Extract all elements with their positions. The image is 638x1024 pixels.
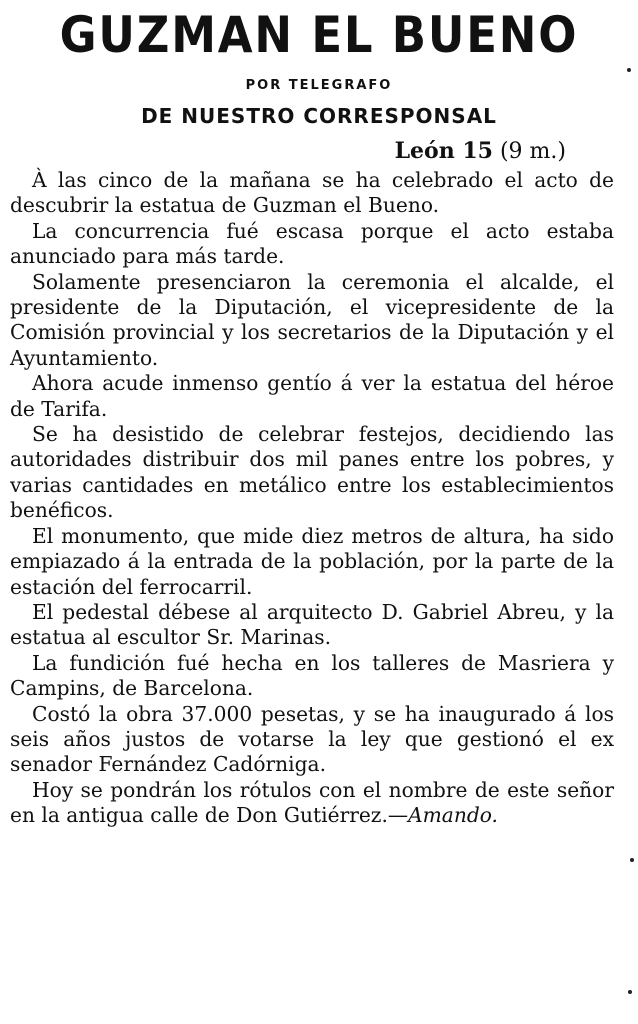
dateline-place: León 15 — [394, 138, 493, 164]
paragraph-7: El pedestal débese al arquitecto D. Gabriel Abreu, y la estatua al escultor Sr. Marinas. — [10, 599, 614, 650]
paragraph-2: La concurrencia fué escasa porque el acto estaba anunciado para más tarde. — [10, 218, 614, 269]
paragraph-10 — [10, 778, 614, 829]
paragraph-1: À las cinco de la mañana se ha celebrado el acto de descubrir la estatua de Guzman el Bueno. — [10, 168, 614, 218]
print-speck — [628, 990, 632, 994]
paragraph-9: Costó la obra 37.000 pesetas, y se ha inaugurado á los seis años justos de votarse la ley que gestionó el ex senador Fernández Cadórniga. — [10, 701, 614, 777]
dateline — [395, 138, 566, 164]
paragraph-5: Se ha desistido de celebrar festejos, decidiendo las autoridades distribuir dos mil panes entre los pobres, y varias cantidades en metálico entre los establecimientos benéficos. — [10, 422, 614, 523]
article-headline: GUZMAN EL BUENO — [59, 6, 579, 64]
dateline-time: (9 m.) — [492, 139, 566, 164]
print-speck — [630, 858, 634, 862]
paragraph-3: Solamente presenciaron la ceremonia el alcalde, el presidente de la Diputación, el vicepresidente de la Comisión provincial y los secretarios de la Diputación y el Ayuntamiento. — [10, 269, 614, 370]
byline-correspondent: DE NUESTRO CORRESPONSAL — [141, 104, 497, 128]
paragraph-8: La fundición fué hecha en los talleres de Masriera y Campins, de Barcelona. — [10, 650, 614, 701]
author-signature: Amando. — [408, 803, 498, 828]
article-body — [10, 168, 614, 829]
paragraph-10-text: Hoy se pondrán los rótulos con el nombre de este señor en la antigua calle de Don Gutiérrez.— — [10, 777, 614, 828]
paragraph-6: El monumento, que mide diez metros de altura, ha sido empiazado á la entrada de la población, por la parte de la estación del ferrocarril. — [10, 523, 614, 599]
print-speck — [627, 68, 631, 72]
paragraph-4: Ahora acude inmenso gentío á ver la estatua del héroe de Tarifa. — [10, 371, 614, 421]
byline-telegraph: POR TELEGRAFO — [245, 78, 393, 93]
